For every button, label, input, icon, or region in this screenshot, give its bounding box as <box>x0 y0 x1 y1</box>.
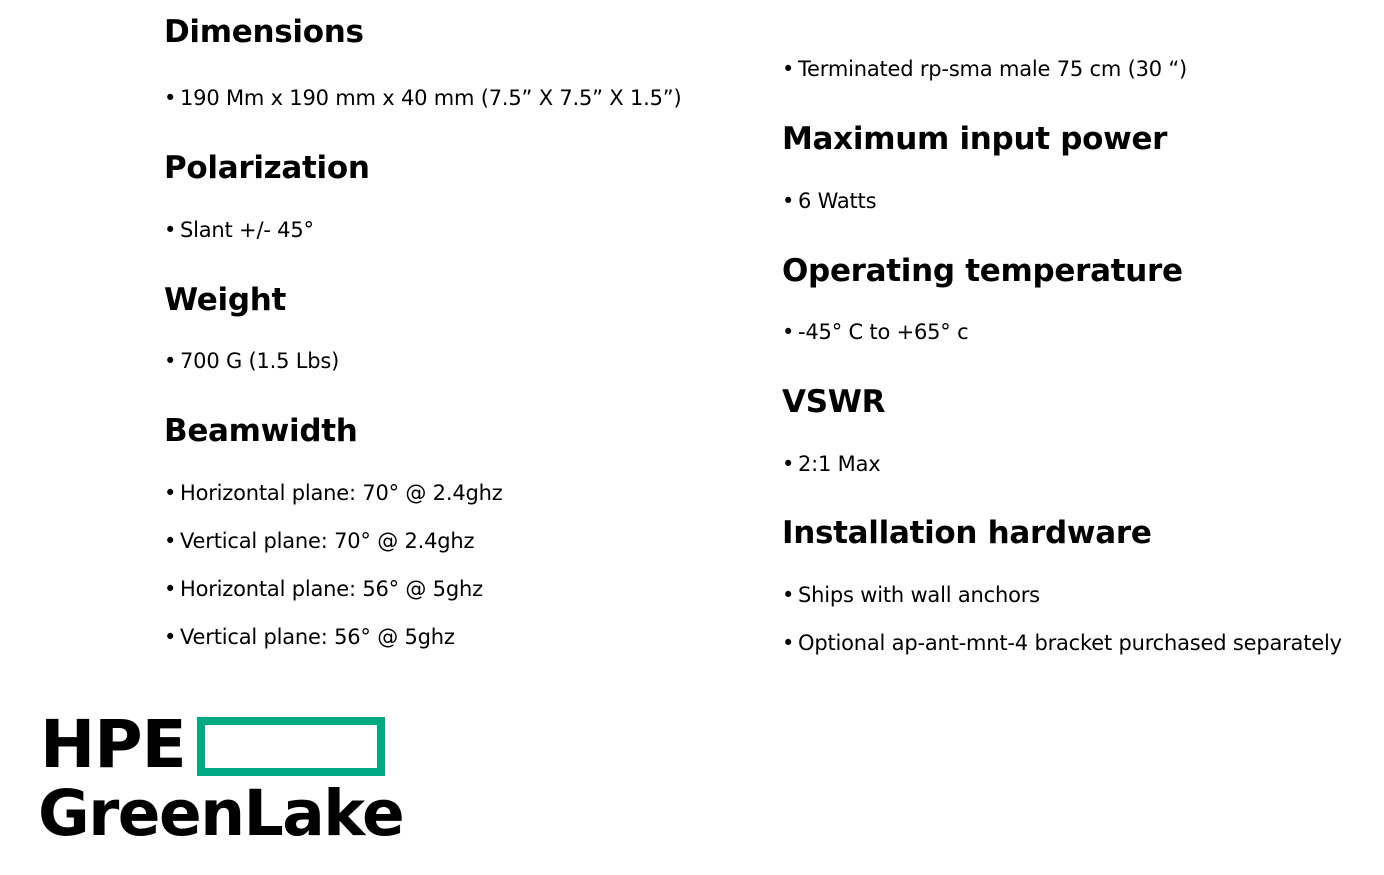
spec-item: • Vertical plane: 70° @ 2.4ghz <box>164 529 475 553</box>
bullet-icon: • <box>164 218 177 242</box>
spec-item: • 700 G (1.5 Lbs) <box>164 349 340 373</box>
spec-item: • Ships with wall anchors <box>782 583 1040 607</box>
bullet-icon: • <box>164 529 177 553</box>
bullet-icon: • <box>164 577 177 601</box>
section-max-input-power <box>782 121 1167 157</box>
section-heading-operating-temperature: Operating temperature <box>782 253 1183 289</box>
section-connector-list <box>782 55 1187 103</box>
bullet-icon: • <box>164 349 177 373</box>
spec-item: • 6 Watts <box>782 189 877 213</box>
bullet-icon: • <box>164 481 177 505</box>
section-heading-installation-hardware: Installation hardware <box>782 515 1152 551</box>
section-installation-hardware-list <box>782 581 1342 677</box>
section-weight <box>164 282 286 318</box>
section-operating-temperature <box>782 253 1183 289</box>
bullet-icon: • <box>782 57 795 81</box>
section-heading-beamwidth: Beamwidth <box>164 413 358 449</box>
section-beamwidth <box>164 413 358 449</box>
bullet-icon: • <box>782 583 795 607</box>
logo-greenlake-text: GreenLake <box>38 777 404 850</box>
spec-item: • Vertical plane: 56° @ 5ghz <box>164 625 455 649</box>
spec-item: • 190 Mm x 190 mm x 40 mm (7.5” X 7.5” X 1.5”) <box>164 86 682 110</box>
logo-hpe-text: HPE <box>40 706 186 783</box>
spec-item: • Horizontal plane: 56° @ 5ghz <box>164 577 483 601</box>
section-operating-temperature-list <box>782 318 968 366</box>
bullet-icon: • <box>164 625 177 649</box>
section-beamwidth-list <box>164 479 503 671</box>
spec-item: • Terminated rp-sma male 75 cm (30 “) <box>782 57 1188 81</box>
section-weight-list <box>164 347 339 395</box>
hpe-greenlake-logo <box>38 706 404 850</box>
hpe-element-logo-icon <box>197 717 385 776</box>
bullet-icon: • <box>782 631 795 655</box>
section-max-input-power-list <box>782 187 876 235</box>
section-dimensions-list <box>164 84 681 132</box>
section-heading-polarization: Polarization <box>164 150 370 186</box>
section-installation-hardware <box>782 515 1152 551</box>
section-vswr <box>782 384 885 420</box>
section-polarization <box>164 150 370 186</box>
spec-item: • 2:1 Max <box>782 452 881 476</box>
section-polarization-list <box>164 216 314 264</box>
spec-item: • -45° C to +65° c <box>782 320 969 344</box>
bullet-icon: • <box>782 320 795 344</box>
section-heading-vswr: VSWR <box>782 384 886 420</box>
spec-item: • Optional ap-ant-mnt-4 bracket purchased separately <box>782 631 1342 655</box>
spec-item: • Slant +/- 45° <box>164 218 314 242</box>
section-heading-max-input-power: Maximum input power <box>782 121 1168 157</box>
section-dimensions <box>164 14 364 50</box>
bullet-icon: • <box>782 452 795 476</box>
section-heading-dimensions: Dimensions <box>164 14 364 50</box>
section-heading-weight: Weight <box>164 282 287 318</box>
spec-item: • Horizontal plane: 70° @ 2.4ghz <box>164 481 503 505</box>
bullet-icon: • <box>782 189 795 213</box>
bullet-icon: • <box>164 86 177 110</box>
section-vswr-list <box>782 450 881 498</box>
